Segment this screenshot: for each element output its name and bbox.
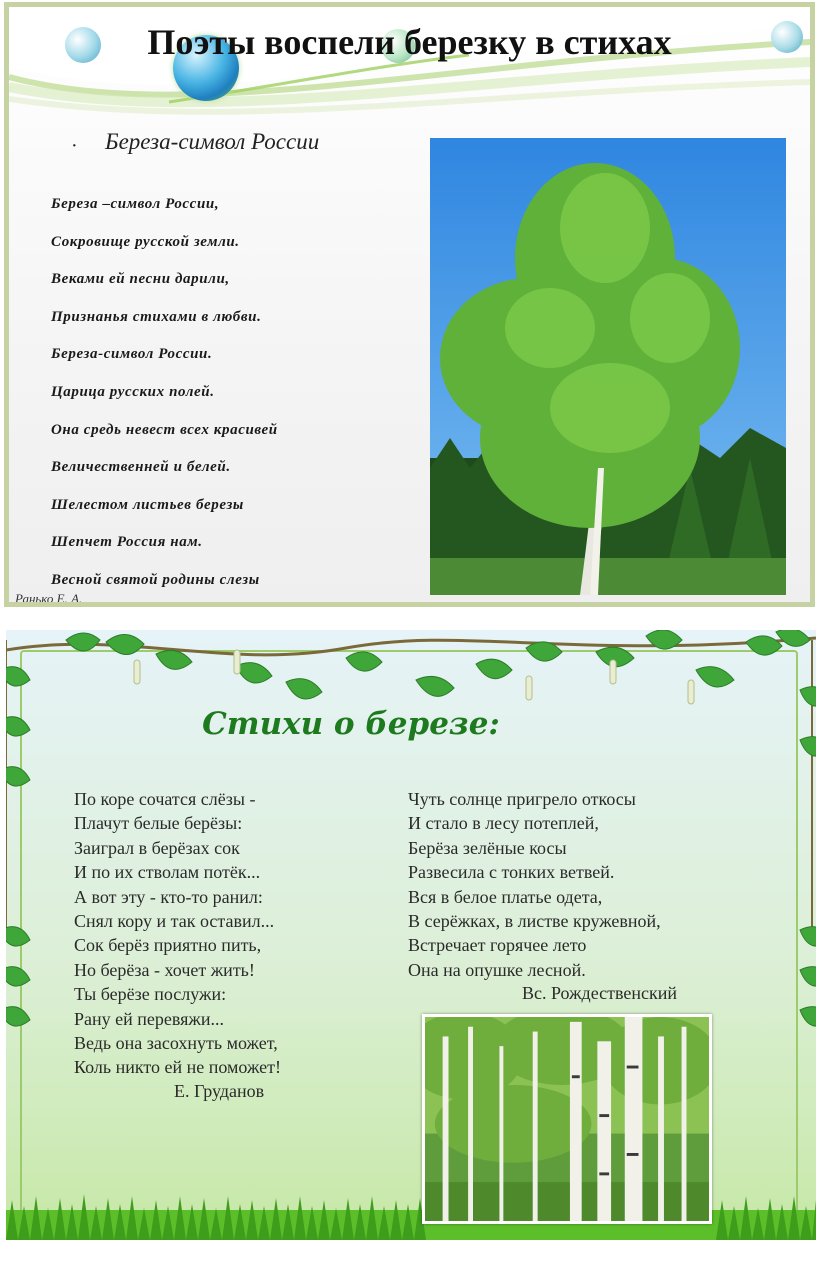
poem-lines	[51, 194, 278, 607]
poem-line: И стало в лесу потеплей,	[408, 813, 599, 834]
poem-line: Плачут белые берёзы:	[74, 813, 243, 834]
poem-line: Берёза зелёные косы	[408, 837, 567, 858]
poem-line: Снял кору и так оставил...	[74, 911, 275, 932]
poem-line: Береза –символ России,	[51, 196, 220, 212]
birch-tree-photo	[430, 138, 786, 595]
poem-line: В серёжках, в листве кружевной,	[408, 911, 661, 932]
poem-line: Весной святой родины слезы	[51, 571, 260, 588]
poem-line: Ведь она засохнуть может,	[74, 1033, 278, 1054]
birch-grove-photo	[422, 1014, 712, 1224]
poem-line: Заиграл в берёзах сок	[74, 837, 240, 858]
poem-line: Чуть солнце пригрело откосы	[408, 789, 636, 809]
poem-line: Шепчет Россия нам.	[51, 534, 203, 551]
bullet-icon: ·	[71, 135, 78, 157]
poem-line: Рану ей перевяжи...	[74, 1008, 224, 1029]
poem-left	[74, 787, 281, 1080]
poem-line: Но берёза - хочет жить!	[74, 959, 255, 980]
poem-line: Царица русских полей.	[51, 383, 215, 400]
poem-line: Сокровище русской земли.	[51, 233, 240, 250]
poem-line: Ты берёзе послужи:	[74, 984, 227, 1005]
slide-title: Стихи о березе:	[202, 706, 500, 742]
poem-line: Береза-символ России.	[51, 346, 213, 363]
poem-line: Встречает горячее лето	[408, 935, 587, 956]
poem-line: А вот эту - кто-то ранил:	[74, 886, 263, 907]
poem-author: Вс. Рождественский	[522, 983, 678, 1003]
poem-author: Е. Груданов	[174, 1081, 265, 1101]
poem-line: Коль никто ей не поможет!	[74, 1057, 281, 1078]
author-signature: Ранько Е. А.	[15, 591, 83, 606]
slide-title: Поэты воспели березку в стихах	[147, 22, 672, 62]
poem-line: Вся в белое платье одета,	[408, 886, 603, 907]
poem-line: Веками ей песни дарили,	[51, 271, 230, 288]
poem-line: И по их стволам потёк...	[74, 862, 261, 883]
slide-subtitle: Береза-символ России	[105, 129, 320, 154]
slide-birch-symbol	[4, 2, 815, 607]
poem-line: Развесила с тонких ветвей.	[408, 862, 615, 883]
slide-birch-poems	[6, 630, 816, 1240]
poem-line: Она средь невест всех красивей	[51, 421, 278, 438]
poem-line: По коре сочатся слёзы -	[74, 789, 256, 809]
poem-right	[408, 787, 661, 982]
poem-line: Она на опушке лесной.	[408, 959, 586, 980]
poem-line: Величественней и белей.	[51, 459, 231, 476]
poem-line: Сок берёз приятно пить,	[74, 935, 262, 956]
poem-line: Шелестом листьев березы	[51, 496, 244, 513]
poem-line: Признанья стихами в любви.	[51, 308, 262, 325]
